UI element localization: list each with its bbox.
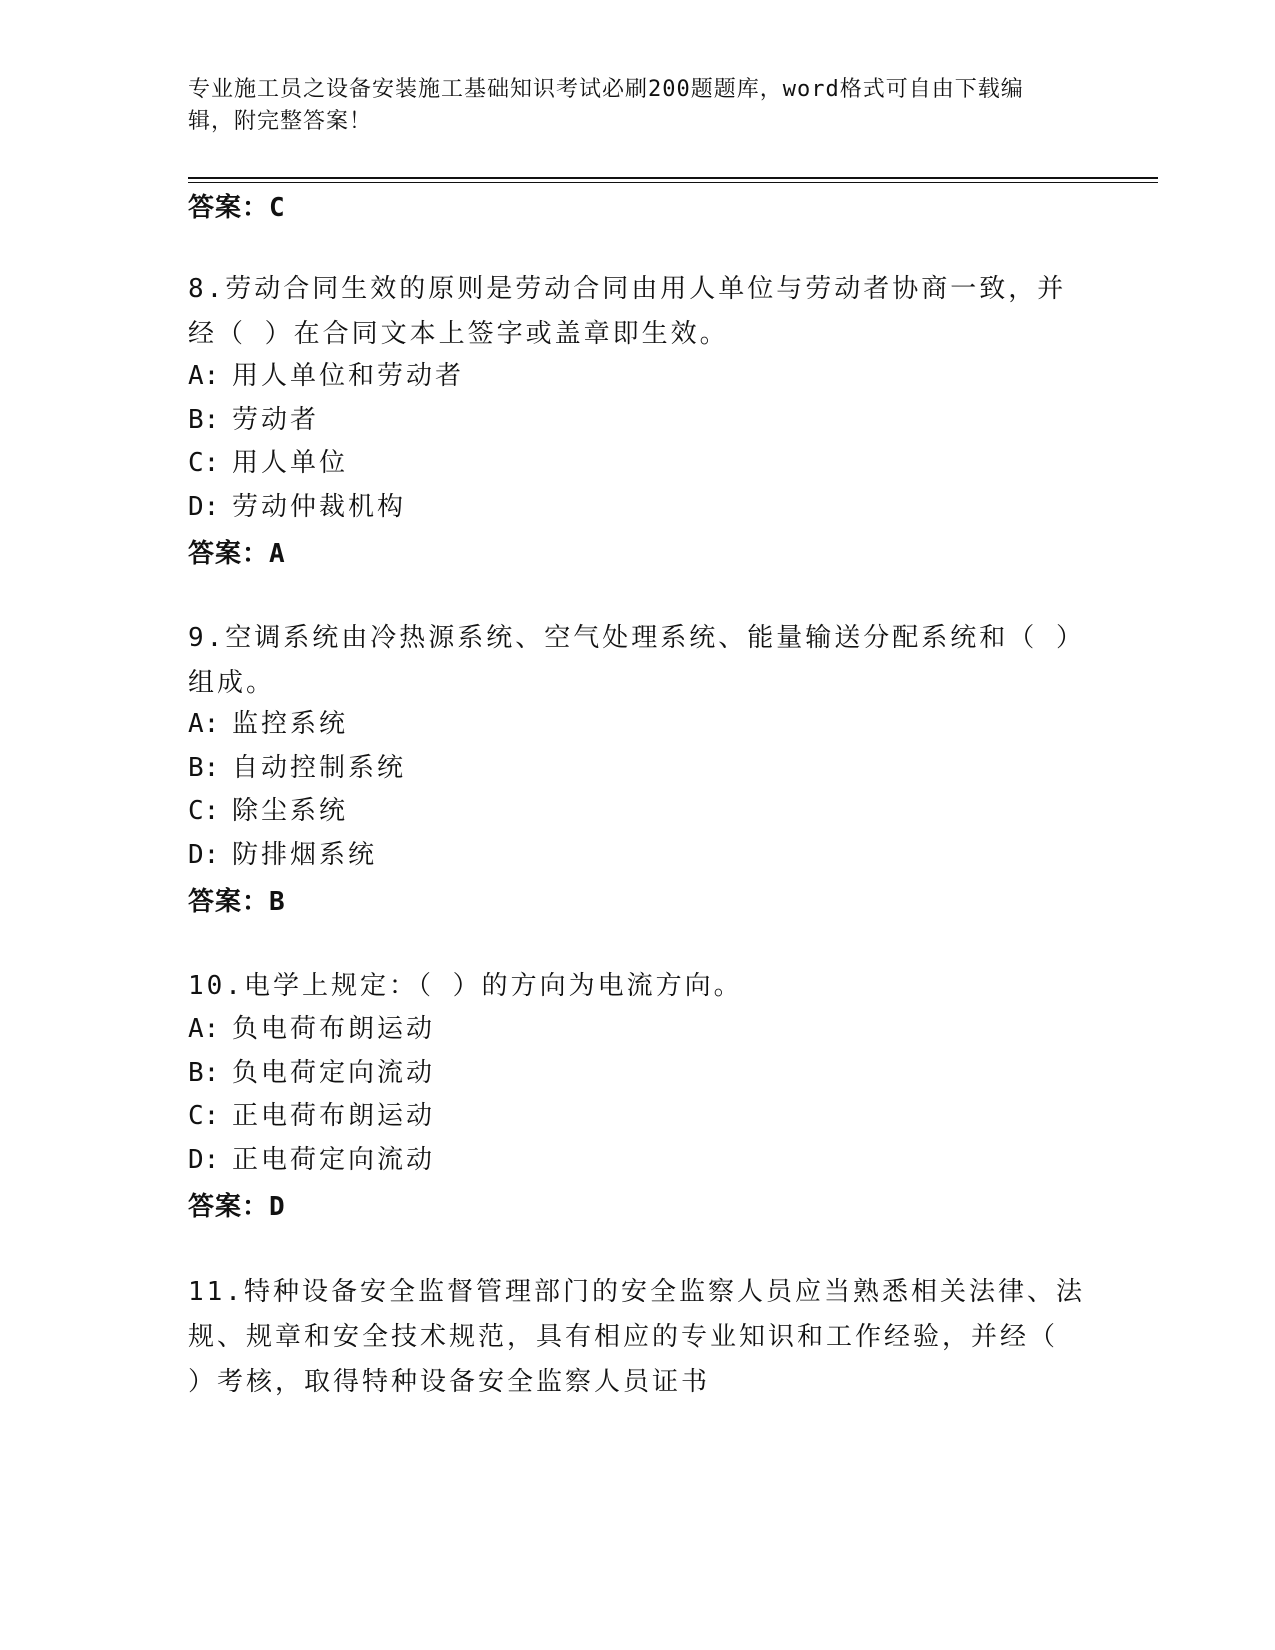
header-rule: [188, 177, 1158, 179]
question-9-option-d: [188, 837, 377, 873]
option-letter: C:: [188, 448, 220, 478]
option-text: 用人单位和劳动者: [232, 361, 465, 391]
question-10-option-a: [188, 1011, 435, 1047]
question-8-option-a: [188, 358, 464, 394]
option-letter: C:: [188, 796, 220, 826]
option-text: 负电荷布朗运动: [232, 1014, 436, 1044]
question-9-option-b: [188, 750, 406, 786]
option-text: 正电荷定向流动: [232, 1145, 436, 1175]
question-10-stem: 10.电学上规定：（ ）的方向为电流方向。: [188, 971, 743, 1001]
question-8-option-c: [188, 445, 348, 481]
option-text: 负电荷定向流动: [232, 1058, 436, 1088]
option-text: 除尘系统: [232, 796, 349, 826]
page-header: 专业施工员之设备安装施工基础知识考试必刷200题题库，word格式可自由下载编辑，附完整答案！: [188, 77, 1024, 134]
question-10-option-d: [188, 1142, 435, 1178]
option-letter: B:: [188, 753, 220, 783]
option-text: 劳动仲裁机构: [232, 492, 407, 522]
option-letter: A:: [188, 1014, 220, 1044]
question-10-option-c: [188, 1098, 435, 1134]
option-text: 防排烟系统: [232, 840, 378, 870]
option-letter: A:: [188, 361, 220, 391]
question-9-option-a: [188, 706, 348, 742]
question-8-option-b: [188, 402, 319, 438]
option-letter: B:: [188, 1058, 220, 1088]
option-text: 劳动者: [232, 405, 320, 435]
question-8-answer: 答案：A: [188, 539, 286, 569]
option-letter: D:: [188, 492, 220, 522]
option-letter: A:: [188, 709, 220, 739]
option-letter: B:: [188, 405, 220, 435]
option-text: 自动控制系统: [232, 753, 407, 783]
option-text: 正电荷布朗运动: [232, 1101, 436, 1131]
question-8-stem: 8.劳动合同生效的原则是劳动合同由用人单位与劳动者协商一致，并经（ ）在合同文本上签字或盖章即生效。: [188, 274, 1067, 349]
question-9-answer: 答案：B: [188, 887, 286, 917]
question-10-answer: 答案：D: [188, 1192, 286, 1222]
option-text: 监控系统: [232, 709, 349, 739]
option-letter: D:: [188, 1145, 220, 1175]
option-letter: C:: [188, 1101, 220, 1131]
question-9-stem: 9.空调系统由冷热源系统、空气处理系统、能量输送分配系统和（ ）组成。: [188, 623, 1085, 698]
option-text: 用人单位: [232, 448, 349, 478]
question-10-option-b: [188, 1055, 435, 1091]
question-9-option-c: [188, 793, 348, 829]
answer-prev: 答案：C: [188, 193, 286, 223]
question-8-option-d: [188, 489, 406, 525]
question-11-stem: 11.特种设备安全监督管理部门的安全监察人员应当熟悉相关法律、法规、规章和安全技术规范，具有相应的专业知识和工作经验，并经（ ）考核，取得特种设备安全监察人员证书: [188, 1277, 1085, 1397]
header-rule-thin: [188, 182, 1158, 183]
option-letter: D:: [188, 840, 220, 870]
